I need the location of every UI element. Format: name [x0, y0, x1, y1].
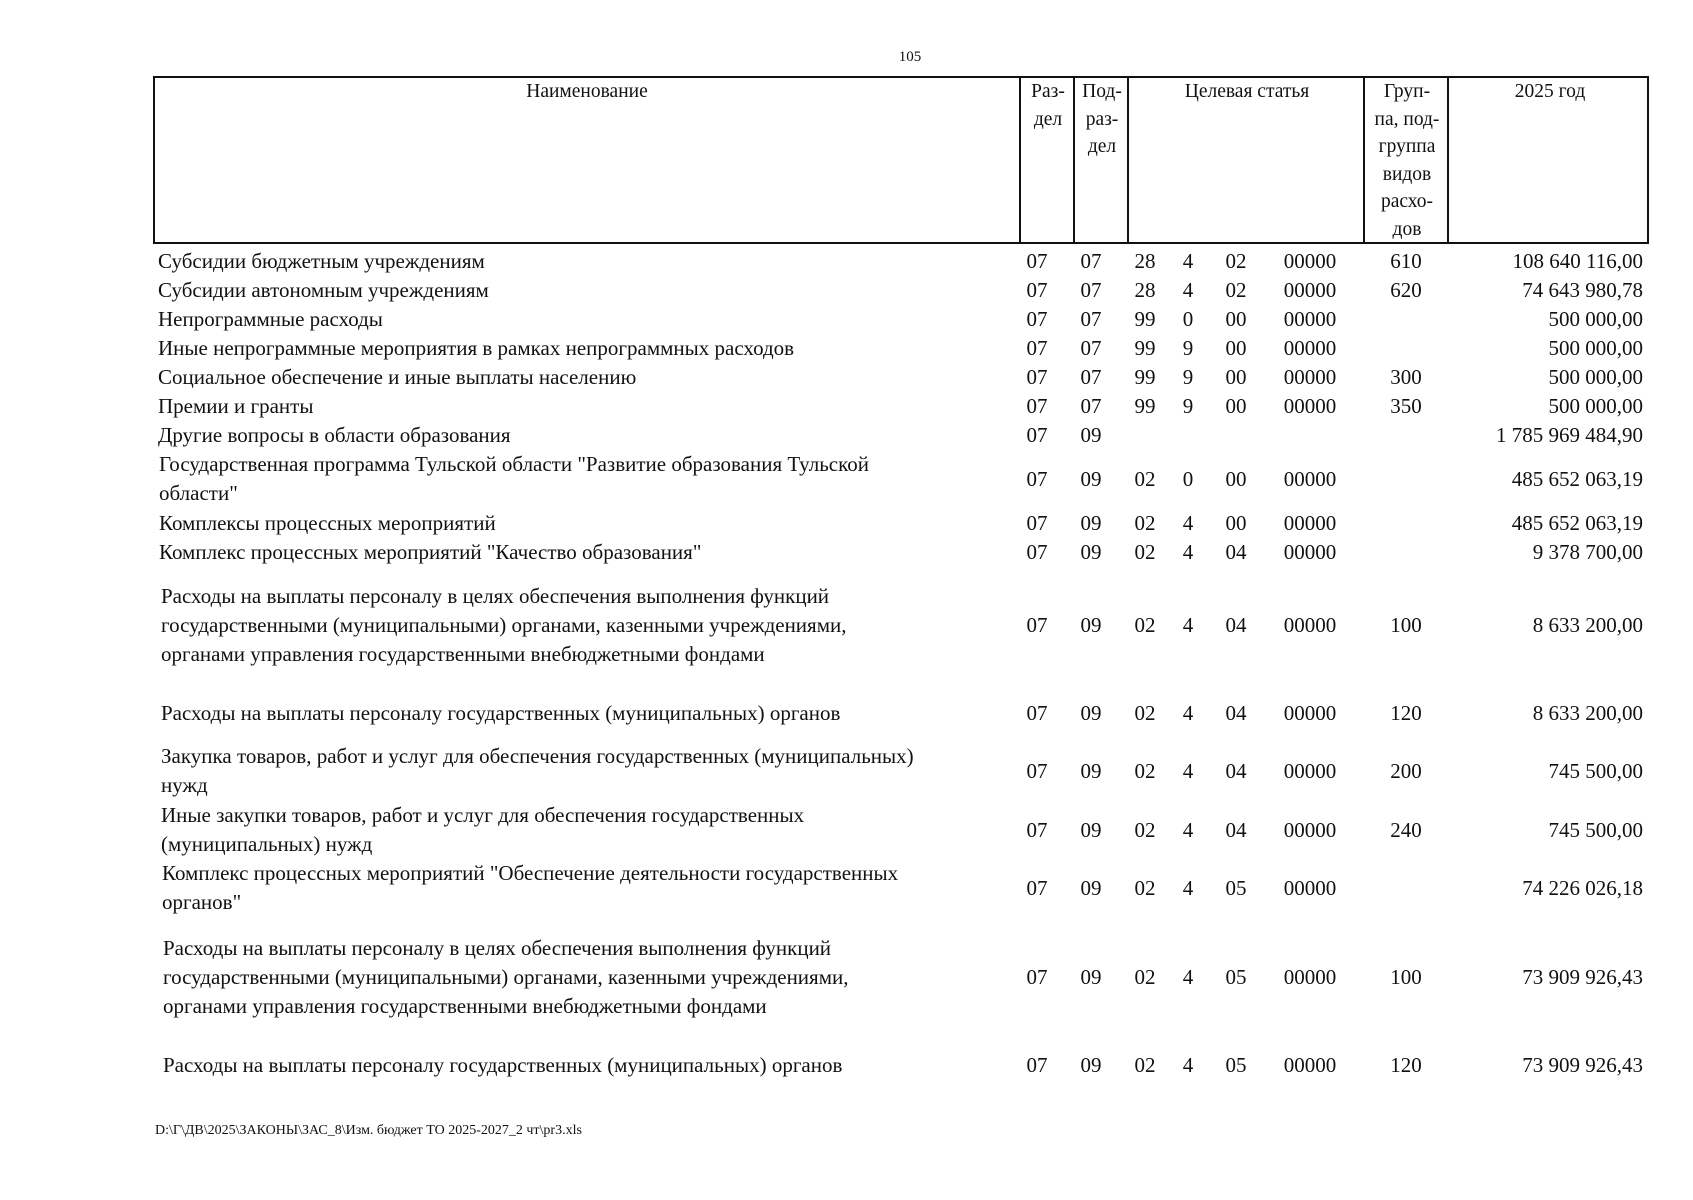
target-direction-cell: 00000: [1283, 540, 1337, 564]
target-complex-cell: 04: [1225, 818, 1247, 842]
podrazdel-cell: 09: [1080, 511, 1102, 535]
target-complex-cell: 04: [1225, 759, 1247, 783]
target-complex-cell: 00: [1225, 336, 1247, 360]
target-type-cell: 0: [1182, 307, 1194, 331]
target-program-cell: 99: [1134, 307, 1156, 331]
header-expense-group: Груп- па, под- группа видов расхо- дов: [1363, 78, 1449, 242]
target-program-cell: 02: [1134, 876, 1156, 900]
target-complex-cell: 04: [1225, 701, 1247, 725]
expense-group-cell: 100: [1390, 965, 1422, 989]
expense-group-cell: 610: [1390, 249, 1422, 273]
razdel-cell: 07: [1026, 759, 1048, 783]
target-program-cell: 02: [1134, 818, 1156, 842]
razdel-cell: 07: [1026, 540, 1048, 564]
podrazdel-cell: 07: [1080, 278, 1102, 302]
expense-group-cell: 100: [1390, 613, 1422, 637]
header-year: 2025 год: [1447, 78, 1651, 242]
target-complex-cell: 02: [1225, 278, 1247, 302]
row-name: Комплексы процессных мероприятий: [159, 510, 496, 535]
target-direction-cell: 00000: [1283, 307, 1337, 331]
target-direction-cell: 00000: [1283, 818, 1337, 842]
amount-cell: 745 500,00: [1548, 759, 1643, 783]
target-type-cell: 9: [1182, 336, 1194, 360]
expense-group-cell: 300: [1390, 365, 1422, 389]
amount-cell: 73 909 926,43: [1522, 965, 1643, 989]
podrazdel-cell: 09: [1080, 1053, 1102, 1077]
target-direction-cell: 00000: [1283, 394, 1337, 418]
podrazdel-cell: 07: [1080, 336, 1102, 360]
razdel-cell: 07: [1026, 965, 1048, 989]
target-type-cell: 4: [1182, 249, 1194, 273]
podrazdel-cell: 09: [1080, 818, 1102, 842]
razdel-cell: 07: [1026, 818, 1048, 842]
razdel-cell: 07: [1026, 423, 1048, 447]
expense-group-cell: 240: [1390, 818, 1422, 842]
target-direction-cell: 00000: [1283, 365, 1337, 389]
amount-cell: 500 000,00: [1548, 336, 1643, 360]
row-name: Субсидии бюджетным учреждениям: [158, 248, 485, 273]
expense-group-cell: 350: [1390, 394, 1422, 418]
target-program-cell: 02: [1134, 467, 1156, 491]
amount-cell: 745 500,00: [1548, 818, 1643, 842]
amount-cell: 74 226 026,18: [1522, 876, 1643, 900]
target-type-cell: 4: [1182, 759, 1194, 783]
target-program-cell: 02: [1134, 540, 1156, 564]
podrazdel-cell: 09: [1080, 467, 1102, 491]
target-program-cell: 99: [1134, 365, 1156, 389]
razdel-cell: 07: [1026, 365, 1048, 389]
row-name: Иные непрограммные мероприятия в рамках непрограммных расходов: [158, 335, 795, 360]
target-direction-cell: 00000: [1283, 336, 1337, 360]
target-direction-cell: 00000: [1283, 278, 1337, 302]
target-type-cell: 0: [1182, 467, 1194, 491]
target-program-cell: 02: [1134, 1053, 1156, 1077]
target-complex-cell: 00: [1225, 467, 1247, 491]
amount-cell: 1 785 969 484,90: [1496, 423, 1643, 447]
razdel-cell: 07: [1026, 394, 1048, 418]
target-program-cell: 99: [1134, 394, 1156, 418]
razdel-cell: 07: [1026, 701, 1048, 725]
expense-group-cell: 200: [1390, 759, 1422, 783]
row-name: Премии и гранты: [158, 393, 314, 418]
target-direction-cell: 00000: [1283, 511, 1337, 535]
target-type-cell: 4: [1182, 511, 1194, 535]
amount-cell: 500 000,00: [1548, 394, 1643, 418]
target-direction-cell: 00000: [1283, 965, 1337, 989]
target-type-cell: 9: [1182, 365, 1194, 389]
amount-cell: 9 378 700,00: [1532, 540, 1643, 564]
podrazdel-cell: 09: [1080, 613, 1102, 637]
target-complex-cell: 00: [1225, 511, 1247, 535]
table-header: [153, 76, 1649, 244]
amount-cell: 74 643 980,78: [1522, 278, 1643, 302]
razdel-cell: 07: [1026, 613, 1048, 637]
amount-cell: 108 640 116,00: [1512, 249, 1643, 273]
target-type-cell: 4: [1182, 701, 1194, 725]
target-complex-cell: 04: [1225, 613, 1247, 637]
target-direction-cell: 00000: [1283, 249, 1337, 273]
podrazdel-cell: 07: [1080, 307, 1102, 331]
razdel-cell: 07: [1026, 467, 1048, 491]
target-type-cell: 9: [1182, 394, 1194, 418]
podrazdel-cell: 07: [1080, 394, 1102, 418]
row-name: Расходы на выплаты персоналу в целях обеспечения выполнения функций государственными (муниципальными) органами, казенными учреждениями, органами управления государственными внебюджетными фондами: [161, 583, 847, 666]
header-podrazdel: Под- раз- дел: [1073, 78, 1129, 242]
podrazdel-cell: 09: [1080, 701, 1102, 725]
amount-cell: 8 633 200,00: [1532, 701, 1643, 725]
page-number: 105: [898, 49, 922, 65]
target-type-cell: 4: [1182, 613, 1194, 637]
razdel-cell: 07: [1026, 249, 1048, 273]
row-name: Субсидии автономным учреждениям: [158, 277, 489, 302]
target-program-cell: 99: [1134, 336, 1156, 360]
podrazdel-cell: 09: [1080, 423, 1102, 447]
amount-cell: 500 000,00: [1548, 307, 1643, 331]
expense-group-cell: 620: [1390, 278, 1422, 302]
target-complex-cell: 00: [1225, 365, 1247, 389]
header-target-article: Целевая статья: [1127, 78, 1365, 242]
target-complex-cell: 00: [1225, 394, 1247, 418]
target-program-cell: 02: [1134, 701, 1156, 725]
row-name: Расходы на выплаты персоналу государственных (муниципальных) органов: [163, 1052, 843, 1077]
row-name: Комплекс процессных мероприятий "Качество образования": [159, 539, 702, 564]
razdel-cell: 07: [1026, 336, 1048, 360]
row-name: Государственная программа Тульской области "Развитие образования Тульской области": [159, 452, 869, 505]
amount-cell: 485 652 063,19: [1511, 467, 1643, 491]
header-razdel: Раз- дел: [1019, 78, 1075, 242]
target-direction-cell: 00000: [1283, 1053, 1337, 1077]
razdel-cell: 07: [1026, 278, 1048, 302]
target-complex-cell: 00: [1225, 307, 1247, 331]
target-program-cell: 02: [1134, 613, 1156, 637]
target-type-cell: 4: [1182, 1053, 1194, 1077]
target-program-cell: 02: [1134, 965, 1156, 989]
amount-cell: 8 633 200,00: [1532, 613, 1643, 637]
row-name: Расходы на выплаты персоналу государственных (муниципальных) органов: [161, 700, 841, 725]
target-type-cell: 4: [1182, 876, 1194, 900]
row-name: Закупка товаров, работ и услуг для обеспечения государственных (муниципальных) нужд: [161, 744, 914, 797]
row-name: Комплекс процессных мероприятий "Обеспечение деятельности государственных органов": [162, 861, 899, 914]
target-direction-cell: 00000: [1283, 701, 1337, 725]
row-name: Расходы на выплаты персоналу в целях обеспечения выполнения функций государственными (муниципальными) органами, казенными учреждениями, органами управления государственными внебюджетными фондами: [163, 935, 849, 1018]
razdel-cell: 07: [1026, 1053, 1048, 1077]
podrazdel-cell: 09: [1080, 965, 1102, 989]
podrazdel-cell: 09: [1080, 759, 1102, 783]
row-name: Непрограммные расходы: [158, 306, 383, 331]
target-program-cell: 28: [1134, 278, 1156, 302]
target-program-cell: 02: [1134, 759, 1156, 783]
podrazdel-cell: 09: [1080, 876, 1102, 900]
expense-group-cell: 120: [1390, 1053, 1422, 1077]
target-program-cell: 28: [1134, 249, 1156, 273]
target-type-cell: 4: [1182, 278, 1194, 302]
row-name: Иные закупки товаров, работ и услуг для обеспечения государственных (муниципальных) нужд: [161, 803, 805, 856]
target-direction-cell: 00000: [1283, 759, 1337, 783]
target-complex-cell: 04: [1225, 540, 1247, 564]
razdel-cell: 07: [1026, 511, 1048, 535]
amount-cell: 500 000,00: [1548, 365, 1643, 389]
header-name: Наименование: [526, 81, 648, 102]
target-complex-cell: 05: [1225, 876, 1247, 900]
amount-cell: 485 652 063,19: [1511, 511, 1643, 535]
razdel-cell: 07: [1026, 307, 1048, 331]
target-type-cell: 4: [1182, 540, 1194, 564]
target-direction-cell: 00000: [1283, 613, 1337, 637]
target-direction-cell: 00000: [1283, 467, 1337, 491]
target-program-cell: 02: [1134, 511, 1156, 535]
row-name: Социальное обеспечение и иные выплаты населению: [158, 364, 637, 389]
row-name: Другие вопросы в области образования: [158, 422, 511, 447]
target-complex-cell: 02: [1225, 249, 1247, 273]
expense-group-cell: 120: [1390, 701, 1422, 725]
target-type-cell: 4: [1182, 818, 1194, 842]
file-path: D:\Г\ДВ\2025\ЗАКОНЫ\ЗАС_8\Изм. бюджет ТО 2025-2027_2 чт\pr3.xls: [155, 1123, 582, 1138]
podrazdel-cell: 07: [1080, 365, 1102, 389]
target-complex-cell: 05: [1225, 965, 1247, 989]
target-type-cell: 4: [1182, 965, 1194, 989]
amount-cell: 73 909 926,43: [1522, 1053, 1643, 1077]
podrazdel-cell: 09: [1080, 540, 1102, 564]
target-complex-cell: 05: [1225, 1053, 1247, 1077]
podrazdel-cell: 07: [1080, 249, 1102, 273]
target-direction-cell: 00000: [1283, 876, 1337, 900]
razdel-cell: 07: [1026, 876, 1048, 900]
